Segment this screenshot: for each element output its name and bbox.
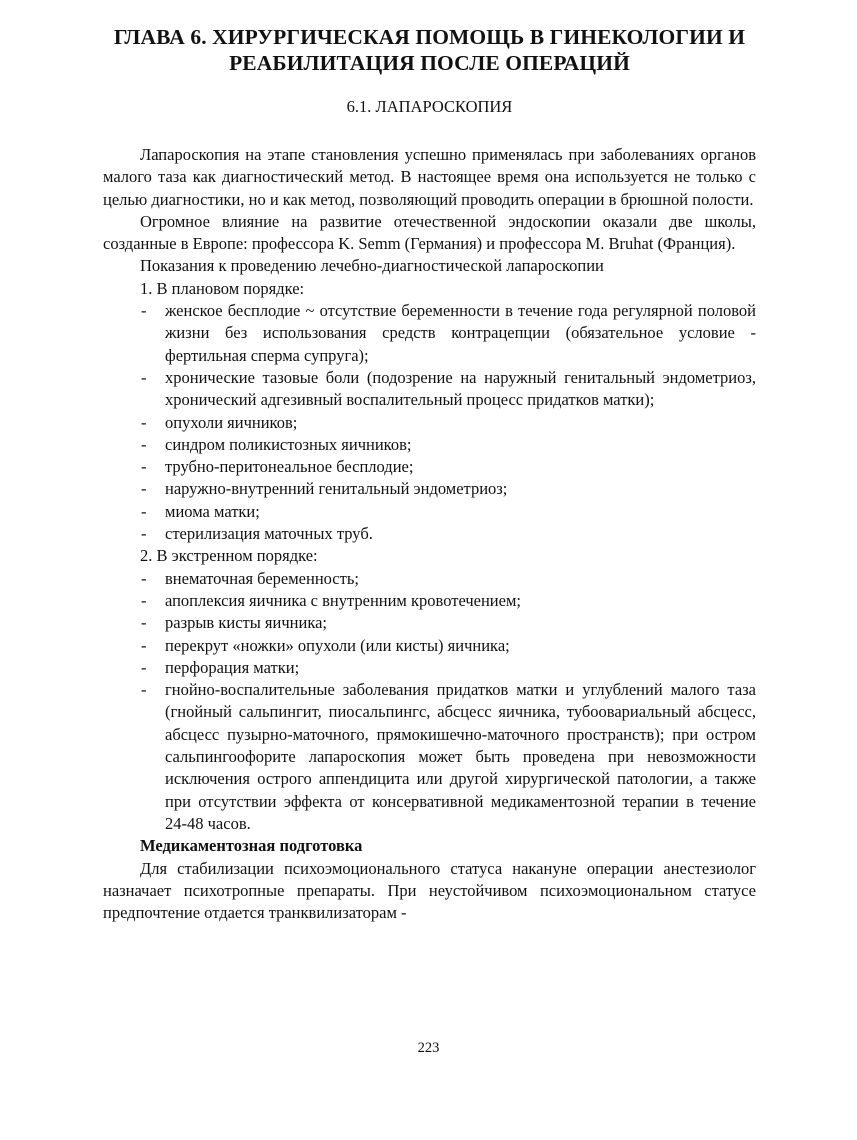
paragraph-intro: Лапароскопия на этапе становления успешно применялась при заболеваниях органов малого таза как диагностический метод. В настоящее время она используется не только с целью диагностики, но и как метод, позволяющий проводить операции в брюшной полости.: [103, 145, 756, 209]
paragraph-schools: Огромное влияние на развитие отечественной эндоскопии оказали две школы, созданные в Европе: профессора K. Semm (Германия) и профессора M. Bruhat (Франция).: [103, 211, 756, 254]
list-item: - опухоли яичников;: [103, 412, 756, 434]
page-number: 223: [417, 1040, 440, 1056]
list-item: - миома матки;: [103, 501, 756, 523]
list-item: - трубно-перитонеальное бесплодие;: [103, 456, 756, 478]
list-item: - стерилизация маточных труб.: [103, 523, 756, 545]
list-item: - наружно-внутренний генитальный эндометриоз;: [103, 478, 756, 500]
emergency-heading: 2. В экстренном порядке:: [140, 546, 318, 566]
list-item: - разрыв кисты яичника;: [103, 612, 756, 634]
body-text: [103, 144, 756, 924]
list-item: - внематочная беременность;: [103, 568, 756, 590]
section-title: 6.1. ЛАПАРОСКОПИЯ: [346, 97, 513, 116]
planned-heading: 1. В плановом порядке:: [140, 278, 305, 298]
list-item: - апоплексия яичника с внутренним кровотечением;: [103, 590, 756, 612]
planned-list: [103, 300, 756, 545]
indications-heading: Показания к проведению лечебно-диагностической лапароскопии: [140, 256, 604, 276]
prep-heading: Медикаментозная подготовка: [140, 836, 363, 856]
list-item: - синдром поликистозных яичников;: [103, 434, 756, 456]
list-item: - хронические тазовые боли (подозрение на наружный генитальный эндометриоз, хронический адгезивный воспалительный процесс придатков матки);: [103, 367, 756, 412]
list-item: - гнойно-воспалительные заболевания придатков матки и углублений малого таза (гнойный сальпингит, пиосальпингс, абсцесс яичника, тубоовариальный абсцесс, абсцесс пузырно-маточного, прямокишечно-маточного пространств); при остром сальпингоофорите лапароскопия может быть проведена при невозможности исключения острого аппендицита или другой хирургической патологии, а также при отсутствии эффекта от консервативной медикаментозной терапии в течение 24-48 часов.: [103, 679, 756, 835]
prep-paragraph: Для стабилизации психоэмоционального статуса накануне операции анестезиолог назначает психотропные препараты. При неустойчивом психоэмоциональном статусе предпочтение отдается транквилизаторам -: [103, 858, 756, 923]
emergency-list: [103, 568, 756, 836]
list-item: - перекрут «ножки» опухоли (или кисты) яичника;: [103, 635, 756, 657]
list-item: - перфорация матки;: [103, 657, 756, 679]
chapter-title: ГЛАВА 6. ХИРУРГИЧЕСКАЯ ПОМОЩЬ В ГИНЕКОЛОГИИ И РЕАБИЛИТАЦИЯ ПОСЛЕ ОПЕРАЦИЙ: [113, 25, 746, 75]
list-item: - женское бесплодие ~ отсутствие беременности в течение года регулярной половой жизни без использования средств контрацепции (обязательное условие - фертильная сперма супруга);: [103, 300, 756, 367]
page: [103, 24, 756, 924]
